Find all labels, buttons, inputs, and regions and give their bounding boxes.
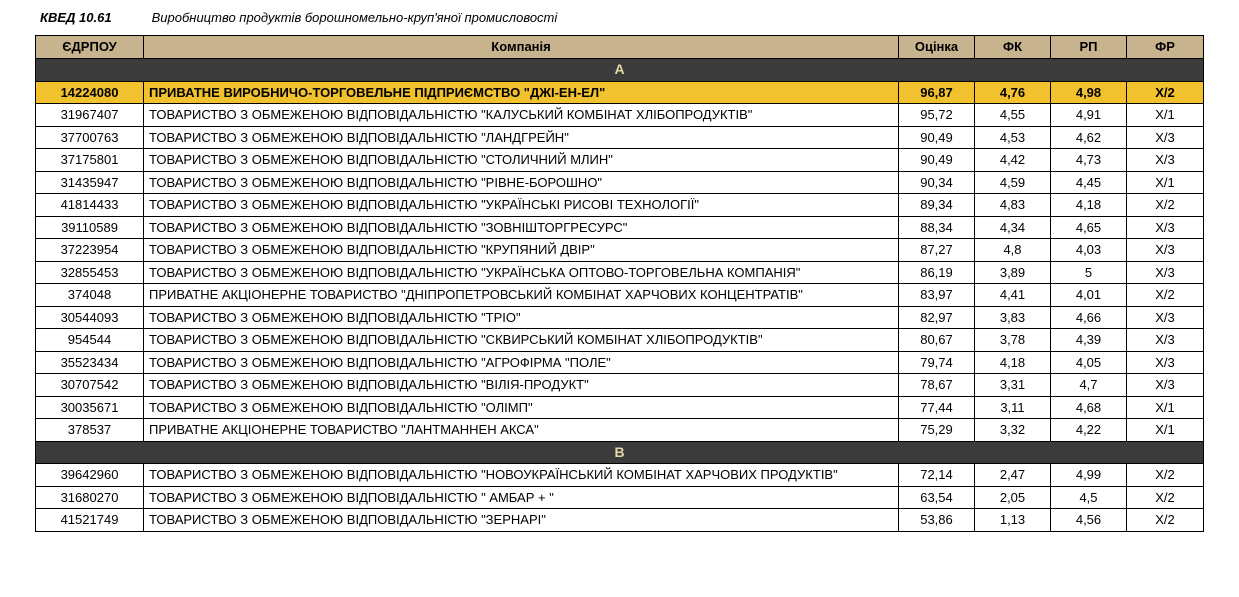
cell-rp: 4,62 [1051, 126, 1127, 149]
table-row [36, 126, 1204, 149]
table-header-row [36, 36, 1204, 59]
group-label: В [36, 441, 1204, 464]
cell-fr: Х/1 [1127, 171, 1204, 194]
cell-fr: Х/2 [1127, 284, 1204, 307]
cell-rp: 4,03 [1051, 239, 1127, 262]
cell-edrpou: 41814433 [36, 194, 144, 217]
cell-edrpou: 31435947 [36, 171, 144, 194]
cell-fr: Х/3 [1127, 351, 1204, 374]
group-row [36, 59, 1204, 82]
cell-company: ТОВАРИСТВО З ОБМЕЖЕНОЮ ВІДПОВІДАЛЬНІСТЮ "УКРАЇНСЬКІ РИСОВІ ТЕХНОЛОГІЇ" [144, 194, 899, 217]
cell-edrpou: 31967407 [36, 104, 144, 127]
cell-fk: 2,05 [975, 486, 1051, 509]
ranking-table [35, 35, 1204, 532]
cell-fk: 2,47 [975, 464, 1051, 487]
cell-rp: 4,01 [1051, 284, 1127, 307]
cell-rp: 5 [1051, 261, 1127, 284]
cell-company: ТОВАРИСТВО З ОБМЕЖЕНОЮ ВІДПОВІДАЛЬНІСТЮ "КРУПЯНИЙ ДВІР" [144, 239, 899, 262]
cell-fk: 4,42 [975, 149, 1051, 172]
table-row [36, 284, 1204, 307]
cell-rp: 4,45 [1051, 171, 1127, 194]
cell-score: 80,67 [899, 329, 975, 352]
cell-fk: 4,53 [975, 126, 1051, 149]
cell-score: 90,49 [899, 149, 975, 172]
cell-company: ТОВАРИСТВО З ОБМЕЖЕНОЮ ВІДПОВІДАЛЬНІСТЮ "СКВИРСЬКИЙ КОМБІНАТ ХЛІБОПРОДУКТІВ" [144, 329, 899, 352]
cell-rp: 4,05 [1051, 351, 1127, 374]
cell-score: 95,72 [899, 104, 975, 127]
cell-company: ТОВАРИСТВО З ОБМЕЖЕНОЮ ВІДПОВІДАЛЬНІСТЮ "АГРОФІРМА "ПОЛЕ" [144, 351, 899, 374]
cell-edrpou: 30707542 [36, 374, 144, 397]
cell-rp: 4,39 [1051, 329, 1127, 352]
group-label: А [36, 59, 1204, 82]
cell-fr: Х/3 [1127, 149, 1204, 172]
cell-score: 79,74 [899, 351, 975, 374]
cell-fk: 4,76 [975, 81, 1051, 104]
cell-score: 90,34 [899, 171, 975, 194]
cell-fk: 3,31 [975, 374, 1051, 397]
cell-score: 87,27 [899, 239, 975, 262]
cell-edrpou: 31680270 [36, 486, 144, 509]
table-row [36, 329, 1204, 352]
cell-fr: Х/2 [1127, 81, 1204, 104]
cell-company: ТОВАРИСТВО З ОБМЕЖЕНОЮ ВІДПОВІДАЛЬНІСТЮ "ЛАНДГРЕЙН" [144, 126, 899, 149]
cell-company: ТОВАРИСТВО З ОБМЕЖЕНОЮ ВІДПОВІДАЛЬНІСТЮ "ЗОВНІШТОРГРЕСУРС" [144, 216, 899, 239]
cell-fr: Х/3 [1127, 261, 1204, 284]
cell-rp: 4,22 [1051, 419, 1127, 442]
cell-company: ТОВАРИСТВО З ОБМЕЖЕНОЮ ВІДПОВІДАЛЬНІСТЮ "РІВНЕ-БОРОШНО" [144, 171, 899, 194]
cell-score: 53,86 [899, 509, 975, 532]
cell-fk: 3,89 [975, 261, 1051, 284]
cell-edrpou: 14224080 [36, 81, 144, 104]
cell-rp: 4,56 [1051, 509, 1127, 532]
cell-fr: Х/3 [1127, 126, 1204, 149]
cell-rp: 4,91 [1051, 104, 1127, 127]
cell-score: 77,44 [899, 396, 975, 419]
cell-fr: Х/3 [1127, 216, 1204, 239]
cell-fr: Х/1 [1127, 396, 1204, 419]
cell-edrpou: 954544 [36, 329, 144, 352]
table-body [36, 59, 1204, 532]
table-row [36, 104, 1204, 127]
cell-score: 63,54 [899, 486, 975, 509]
cell-company: ТОВАРИСТВО З ОБМЕЖЕНОЮ ВІДПОВІДАЛЬНІСТЮ "ВІЛІЯ-ПРОДУКТ" [144, 374, 899, 397]
cell-rp: 4,7 [1051, 374, 1127, 397]
cell-fk: 1,13 [975, 509, 1051, 532]
table-row [36, 194, 1204, 217]
column-header-score: Оцінка [899, 36, 975, 59]
table-row [36, 171, 1204, 194]
table-caption [40, 10, 557, 28]
column-header-edrpou: ЄДРПОУ [36, 36, 144, 59]
cell-company: ПРИВАТНЕ АКЦІОНЕРНЕ ТОВАРИСТВО "ЛАНТМАННЕН АКСА" [144, 419, 899, 442]
cell-edrpou: 37175801 [36, 149, 144, 172]
cell-score: 72,14 [899, 464, 975, 487]
column-header-rp: РП [1051, 36, 1127, 59]
cell-company: ПРИВАТНЕ ВИРОБНИЧО-ТОРГОВЕЛЬНЕ ПІДПРИЄМСТВО "ДЖІ-ЕН-ЕЛ" [144, 81, 899, 104]
cell-fk: 3,78 [975, 329, 1051, 352]
table-row [36, 374, 1204, 397]
cell-fr: Х/2 [1127, 464, 1204, 487]
cell-company: ТОВАРИСТВО З ОБМЕЖЕНОЮ ВІДПОВІДАЛЬНІСТЮ "ТРІО" [144, 306, 899, 329]
cell-fr: Х/3 [1127, 306, 1204, 329]
cell-edrpou: 39642960 [36, 464, 144, 487]
cell-score: 75,29 [899, 419, 975, 442]
cell-fk: 3,32 [975, 419, 1051, 442]
cell-rp: 4,98 [1051, 81, 1127, 104]
cell-score: 96,87 [899, 81, 975, 104]
table-row [36, 419, 1204, 442]
cell-edrpou: 35523434 [36, 351, 144, 374]
cell-fr: Х/1 [1127, 104, 1204, 127]
cell-edrpou: 378537 [36, 419, 144, 442]
cell-rp: 4,18 [1051, 194, 1127, 217]
cell-score: 86,19 [899, 261, 975, 284]
cell-fk: 4,59 [975, 171, 1051, 194]
table-row [36, 486, 1204, 509]
cell-edrpou: 32855453 [36, 261, 144, 284]
cell-fr: Х/1 [1127, 419, 1204, 442]
cell-fr: Х/2 [1127, 486, 1204, 509]
kved-description: Виробництво продуктів борошномельно-круп'яної промисловості [151, 10, 558, 25]
cell-edrpou: 37223954 [36, 239, 144, 262]
column-header-fr: ФР [1127, 36, 1204, 59]
cell-company: ТОВАРИСТВО З ОБМЕЖЕНОЮ ВІДПОВІДАЛЬНІСТЮ "ОЛІМП" [144, 396, 899, 419]
cell-fr: Х/3 [1127, 374, 1204, 397]
cell-fk: 4,41 [975, 284, 1051, 307]
table-row [36, 216, 1204, 239]
cell-edrpou: 30035671 [36, 396, 144, 419]
cell-fk: 4,34 [975, 216, 1051, 239]
cell-company: ПРИВАТНЕ АКЦІОНЕРНЕ ТОВАРИСТВО "ДНІПРОПЕТРОВСЬКИЙ КОМБІНАТ ХАРЧОВИХ КОНЦЕНТРАТІВ" [144, 284, 899, 307]
cell-fr: Х/3 [1127, 329, 1204, 352]
table-row [36, 464, 1204, 487]
table-row [36, 239, 1204, 262]
cell-score: 88,34 [899, 216, 975, 239]
cell-fr: Х/2 [1127, 194, 1204, 217]
group-row [36, 441, 1204, 464]
cell-company: ТОВАРИСТВО З ОБМЕЖЕНОЮ ВІДПОВІДАЛЬНІСТЮ "КАЛУСЬКИЙ КОМБІНАТ ХЛІБОПРОДУКТІВ" [144, 104, 899, 127]
table-row [36, 261, 1204, 284]
cell-edrpou: 30544093 [36, 306, 144, 329]
cell-score: 78,67 [899, 374, 975, 397]
cell-fk: 4,83 [975, 194, 1051, 217]
table-row [36, 351, 1204, 374]
cell-fk: 3,11 [975, 396, 1051, 419]
cell-rp: 4,73 [1051, 149, 1127, 172]
cell-rp: 4,99 [1051, 464, 1127, 487]
cell-score: 89,34 [899, 194, 975, 217]
column-header-fk: ФК [975, 36, 1051, 59]
cell-rp: 4,65 [1051, 216, 1127, 239]
kved-code: КВЕД 10.61 [40, 10, 112, 25]
table-row [36, 509, 1204, 532]
column-header-company: Компанія [144, 36, 899, 59]
table-row [36, 306, 1204, 329]
cell-edrpou: 39110589 [36, 216, 144, 239]
cell-company: ТОВАРИСТВО З ОБМЕЖЕНОЮ ВІДПОВІДАЛЬНІСТЮ "УКРАЇНСЬКА ОПТОВО-ТОРГОВЕЛЬНА КОМПАНІЯ" [144, 261, 899, 284]
cell-fk: 4,18 [975, 351, 1051, 374]
cell-company: ТОВАРИСТВО З ОБМЕЖЕНОЮ ВІДПОВІДАЛЬНІСТЮ "ЗЕРНАРІ" [144, 509, 899, 532]
cell-rp: 4,5 [1051, 486, 1127, 509]
table-row [36, 396, 1204, 419]
cell-rp: 4,68 [1051, 396, 1127, 419]
cell-edrpou: 37700763 [36, 126, 144, 149]
cell-company: ТОВАРИСТВО З ОБМЕЖЕНОЮ ВІДПОВІДАЛЬНІСТЮ "СТОЛИЧНИЙ МЛИН" [144, 149, 899, 172]
cell-score: 83,97 [899, 284, 975, 307]
cell-edrpou: 374048 [36, 284, 144, 307]
cell-fk: 4,8 [975, 239, 1051, 262]
cell-score: 82,97 [899, 306, 975, 329]
table-row-highlighted [36, 81, 1204, 104]
cell-score: 90,49 [899, 126, 975, 149]
cell-fr: Х/2 [1127, 509, 1204, 532]
cell-company: ТОВАРИСТВО З ОБМЕЖЕНОЮ ВІДПОВІДАЛЬНІСТЮ " АМБАР + " [144, 486, 899, 509]
table-row [36, 149, 1204, 172]
cell-fk: 3,83 [975, 306, 1051, 329]
cell-fr: Х/3 [1127, 239, 1204, 262]
cell-company: ТОВАРИСТВО З ОБМЕЖЕНОЮ ВІДПОВІДАЛЬНІСТЮ "НОВОУКРАЇНСЬКИЙ КОМБІНАТ ХАРЧОВИХ ПРОДУКТІВ" [144, 464, 899, 487]
cell-rp: 4,66 [1051, 306, 1127, 329]
cell-edrpou: 41521749 [36, 509, 144, 532]
cell-fk: 4,55 [975, 104, 1051, 127]
